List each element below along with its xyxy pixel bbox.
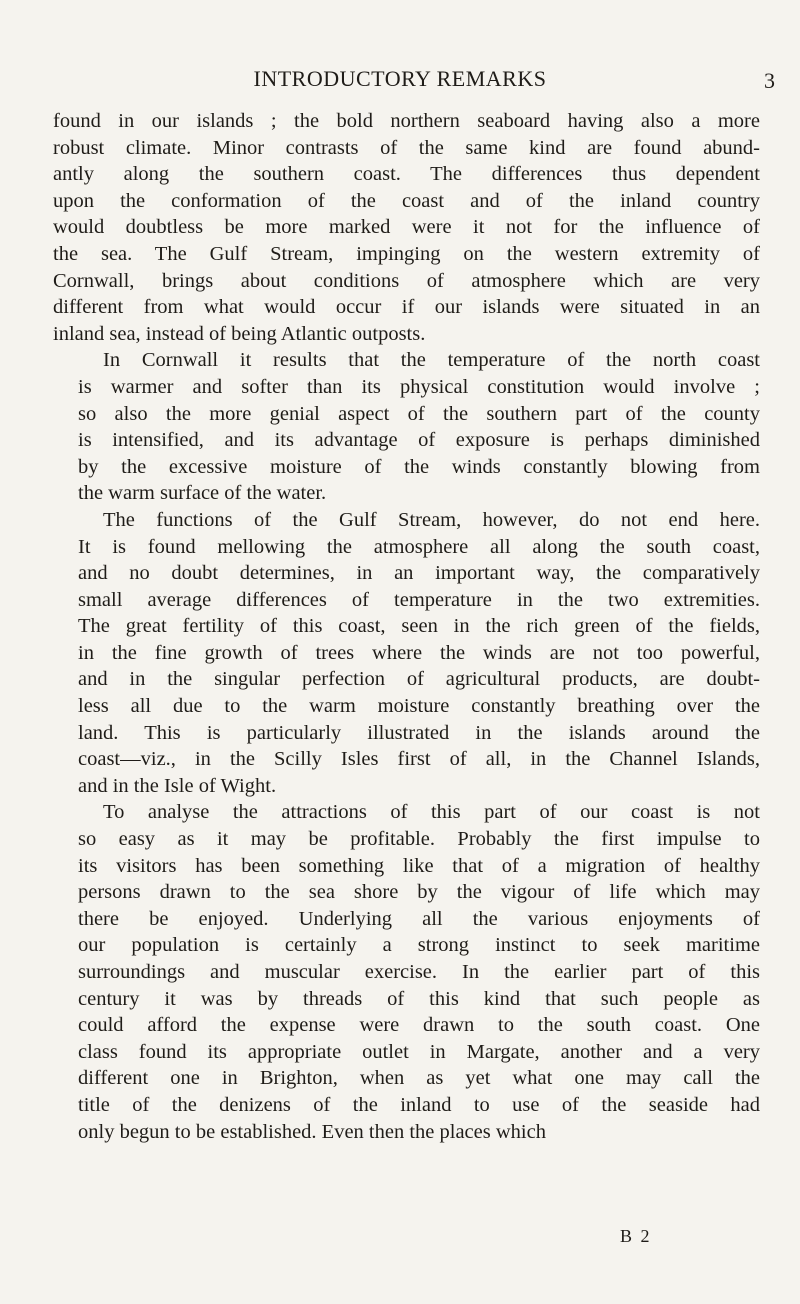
running-title: INTRODUCTORY REMARKS xyxy=(253,66,547,91)
text-line: could afford the expense were drawn to the south coast. One xyxy=(78,1014,760,1037)
text-line: title of the denizens of the inland to use of the seaside had xyxy=(78,1093,760,1116)
text-line: and in the singular perfection of agricultural products, are doubt- xyxy=(78,668,760,691)
text-line: and no doubt determines, in an important way, the comparatively xyxy=(78,562,760,585)
text-line: Cornwall, brings about conditions of atmosphere which are very xyxy=(53,269,760,292)
text-line: antly along the southern coast. The differences thus dependent xyxy=(53,163,760,186)
text-line: small average differences of temperature in the two extremities. xyxy=(78,588,760,611)
text-line: in the fine growth of trees where the winds are not too powerful, xyxy=(78,641,760,664)
text-line: would doubtless be more marked were it not for the influence of xyxy=(53,216,760,239)
text-line: is intensified, and its advantage of exposure is perhaps diminished xyxy=(78,429,760,452)
paragraph xyxy=(53,347,760,507)
text-line: upon the conformation of the coast and of the inland country xyxy=(53,189,760,212)
text-line: different one in Brighton, when as yet what one may call the xyxy=(78,1067,760,1090)
text-line: To analyse the attractions of this part of our coast is not xyxy=(103,801,760,824)
text-line: only begun to be established. Even then the places which xyxy=(78,1120,546,1143)
text-line: by the excessive moisture of the winds constantly blowing from xyxy=(78,455,760,478)
text-line: so also the more genial aspect of the southern part of the county xyxy=(78,402,760,425)
text-line: so easy as it may be profitable. Probably the first impulse to xyxy=(78,828,760,851)
text-line: coast—viz., in the Scilly Isles first of all, in the Channel Islands, xyxy=(78,748,760,771)
text-line: robust climate. Minor contrasts of the same kind are found abund- xyxy=(53,136,760,159)
signature-mark: B 2 xyxy=(620,1226,652,1246)
text-line: our population is certainly a strong instinct to seek maritime xyxy=(78,934,760,957)
text-line: found in our islands ; the bold northern seaboard having also a more xyxy=(53,110,760,132)
text-line: The great fertility of this coast, seen in the rich green of the fields, xyxy=(78,615,760,638)
text-line: there be enjoyed. Underlying all the various enjoyments of xyxy=(78,907,760,930)
text-line: is warmer and softer than its physical constitution would involve ; xyxy=(78,375,760,398)
paragraph xyxy=(53,108,760,347)
text-line: inland sea, instead of being Atlantic outposts. xyxy=(53,322,426,345)
text-line: different from what would occur if our islands were situated in an xyxy=(53,296,760,319)
text-line: the sea. The Gulf Stream, impinging on the western extremity of xyxy=(53,242,760,265)
text-line: class found its appropriate outlet in Margate, another and a very xyxy=(78,1040,760,1063)
text-line: century it was by threads of this kind that such people as xyxy=(78,987,760,1010)
body-text xyxy=(53,108,760,1145)
text-line: land. This is particularly illustrated in the islands around the xyxy=(78,721,760,744)
paragraph xyxy=(53,799,760,1145)
text-line: and in the Isle of Wight. xyxy=(78,774,277,797)
text-line: It is found mellowing the atmosphere all along the south coast, xyxy=(78,535,760,558)
text-line: less all due to the warm moisture constantly breathing over the xyxy=(78,695,760,718)
text-line: The functions of the Gulf Stream, however, do not end here. xyxy=(103,508,760,531)
page-number: 3 xyxy=(764,68,775,93)
text-line: surroundings and muscular exercise. In the earlier part of this xyxy=(78,961,760,983)
paragraph xyxy=(53,507,760,800)
text-line: the warm surface of the water. xyxy=(78,482,327,505)
text-line: In Cornwall it results that the temperature of the north coast xyxy=(103,349,760,372)
text-line: its visitors has been something like that of a migration of healthy xyxy=(78,854,760,877)
text-line: persons drawn to the sea shore by the vigour of life which may xyxy=(78,881,760,904)
